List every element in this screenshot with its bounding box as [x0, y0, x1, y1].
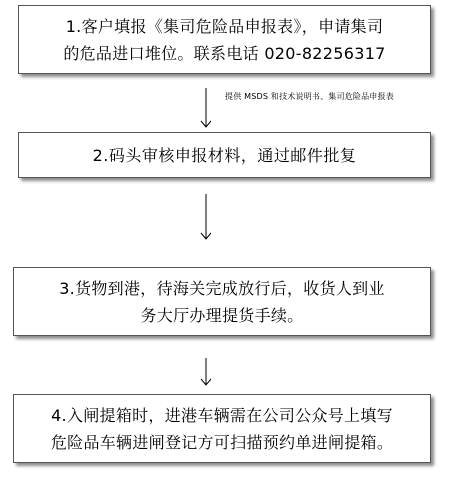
- step-3-line-2: 务大厅办理提货手续。: [140, 305, 304, 325]
- step-3-line-1: 3.货物到港，待海关完成放行后，收货人到业: [59, 278, 385, 298]
- arrow-note: 提供 MSDS 和技术说明书、集司危险品申报表: [225, 92, 394, 101]
- arrow-down-icon: [196, 178, 216, 267]
- step-4-line-2: 危险品车辆进闸登记方可扫描预约单进闸提箱。: [50, 432, 394, 452]
- step-4-box: [13, 394, 431, 463]
- step-2-line-1: 2.码头审核申报材料，通过邮件批复: [92, 145, 357, 165]
- step-1-line-2: 的危品进口堆位。联系电话 020-82256317: [63, 43, 386, 63]
- step-1-line-1: 1.客户填报《集司危险品申报表》，申请集司: [65, 16, 384, 36]
- arrow-down-icon: [196, 74, 216, 132]
- step-4-line-1: 4.入闸提箱时，进港车辆需在公司公众号上填写: [51, 405, 393, 425]
- step-1-box: [18, 5, 431, 74]
- step-3-box: [13, 267, 431, 336]
- step-2-box: [18, 132, 431, 178]
- arrow-down-icon: [196, 336, 216, 394]
